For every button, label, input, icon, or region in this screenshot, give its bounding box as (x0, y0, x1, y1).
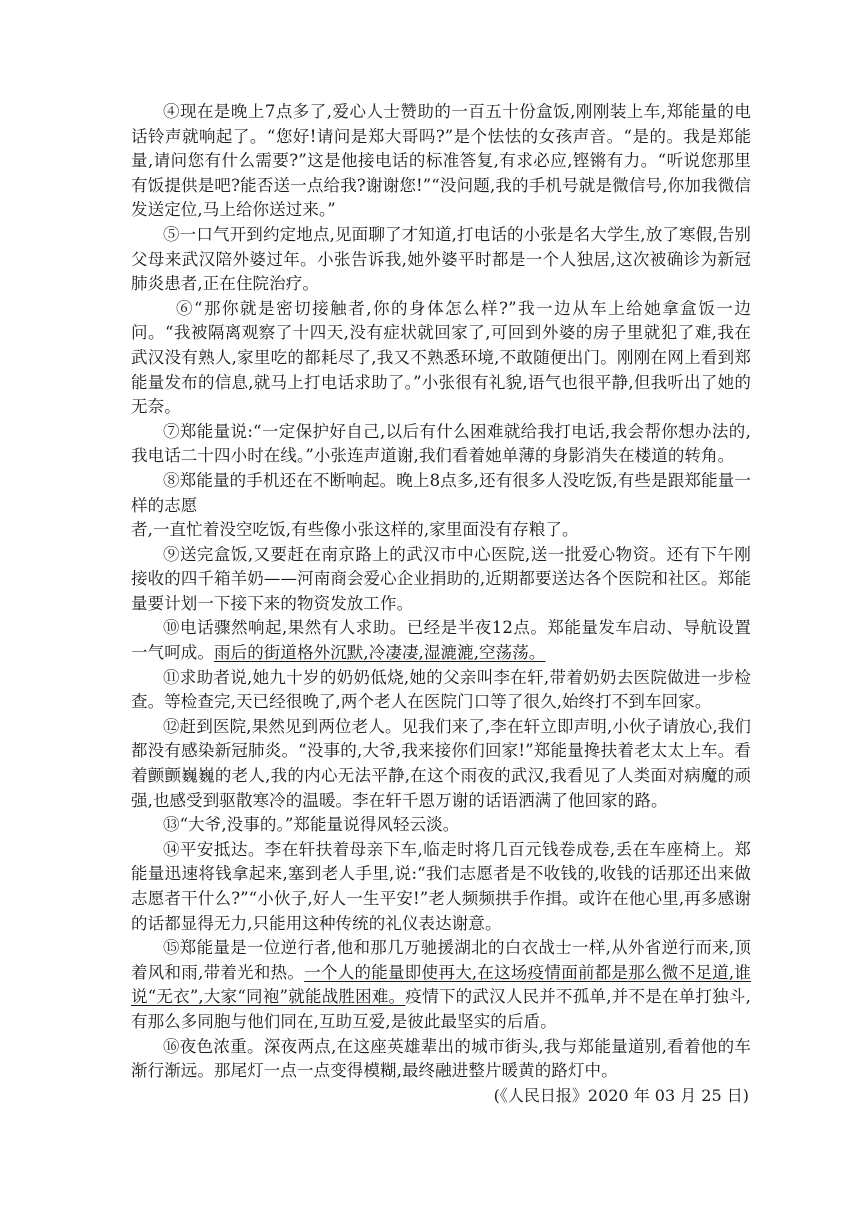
paragraph-8-part-1: ⑧郑能量的手机还在不断响起。晚上8点多,还有很多人没吃饭,有些是跟郑能量一样的志愿 (131, 470, 751, 515)
paragraph-9: ⑨送完盒饭,又要赶在南京路上的武汉市中心医院,送一批爱心物资。还有下午刚接收的四千箱羊奶——河南商会爱心企业捐助的,近期都要送达各个医院和社区。郑能量要计划一下接下来的物资发放工作。 (131, 544, 751, 613)
paragraph-15 (131, 936, 751, 1034)
paragraph-13: ⑬“大爷,没事的。”郑能量说得风轻云淡。 (163, 815, 460, 835)
paragraph-12: ⑫赶到医院,果然见到两位老人。见我们来了,李在轩立即声明,小伙子请放心,我们都没有感染新冠肺炎。“没事的,大爷,我来接你们回家!”郑能量搀扶着老太太上车。看着颤颤巍巍的老人,我的内心无法平静,在这个雨夜的武汉,我看见了人类面对病魔的顽强,也感受到驱散寒冷的温暖。李在轩千恩万谢的话语洒满了他回家的路。 (131, 716, 751, 810)
paragraph-5: ⑤一口气开到约定地点,见面聊了才知道,打电话的小张是名大学生,放了寒假,告别父母来武汉陪外婆过年。小张告诉我,她外婆平时都是一个人独居,这次被确诊为新冠肺炎患者,正在住院治疗。 (131, 224, 751, 294)
paragraph-6: ⑥“那你就是密切接触者,你的身体怎么样?”我一边从车上给她拿盒饭一边问。“我被隔离观察了十四天,没有症状就回家了,可回到外婆的房子里就犯了难,我在武汉没有熟人,家里吃的都耗尽了,我又不熟悉环境,不敢随便出门。刚刚在网上看到郑能量发布的信息,就马上打电话求助了。”小张很有礼貌,语气也很平静,但我听出了她的无奈。 (131, 298, 751, 417)
paragraph-15-underlined-sentence: 一个人的能量即使再大,在这场疫情面前都是那么微不足道,谁说“无衣”,大家“同袍”就能战胜困难。 (131, 962, 751, 1007)
paragraph-10 (131, 616, 751, 665)
paragraph-4: ④现在是晚上7点多了,爱心人士赞助的一百五十份盒饭,刚刚装上车,郑能量的电话铃声就响起了。“您好!请问是郑大哥吗?”是个怯怯的女孩声音。“是的。我是郑能量,请问您有什么需要?”这是他接电话的标准答复,有求必应,铿锵有力。“听说您那里有饭提供是吧?能否送一点给我?谢谢您!”“没问题,我的手机号就是微信号,你加我微信发送定位,马上给你送过来。” (131, 102, 751, 220)
paragraph-11: ⑪求助者说,她九十岁的奶奶低烧,她的父亲叫李在轩,带着奶奶去医院做进一步检查。等检查完,天已经很晚了,两个老人在医院门口等了很久,始终打不到车回家。 (131, 667, 751, 712)
paragraph-10-underlined-sentence: 雨后的街道格外沉默,冷凄凄,湿漉漉,空荡荡。 (214, 643, 546, 663)
paragraph-15-text-after: 疫情下的武汉人民并不孤单,并不是在单打独斗,有那么多同胞与他们同在,互助互爱,是彼此最坚实的后盾。 (131, 987, 751, 1031)
paragraph-15-text-before: ⑮郑能量是一位逆行者,他和那几万驰援湖北的白衣战士一样,从外省逆行而来,顶着风和雨,带着光和热。 (131, 938, 751, 982)
paragraph-8-part-2: 者,一直忙着没空吃饭,有些像小张这样的,家里面没有存粮了。 (131, 520, 579, 540)
paragraph-10-text: ⑩电话骤然响起,果然有人求助。已经是半夜12点。郑能量发车启动、导航设置一气呵成。 (131, 618, 751, 663)
paragraph-16: ⑯夜色浓重。深夜两点,在这座英雄辈出的城市街头,我与郑能量道别,看着他的车渐行渐远。那尾灯一点一点变得模糊,最终融进整片暖黄的路灯中。 (131, 1036, 751, 1081)
source-citation: (《人民日报》2020 年 03 月 25 日) (493, 1085, 749, 1105)
article-body (131, 100, 751, 1108)
paragraph-7: ⑦郑能量说:“一定保护好自己,以后有什么困难就给我打电话,我会帮你想办法的,我电话二十四小时在线。”小张连声道谢,我们看着她单薄的身影消失在楼道的转角。 (131, 421, 751, 466)
paragraph-14: ⑭平安抵达。李在轩扶着母亲下车,临走时将几百元钱卷成卷,丢在车座椅上。郑能量迅速将钱拿起来,塞到老人手里,说:“我们志愿者是不收钱的,收钱的话那还出来做志愿者干什么?”“小伙子,好人一生平安!”老人频频拱手作揖。或许在他心里,再多感谢的话都显得无力,只能用这种传统的礼仪表达谢意。 (131, 839, 751, 933)
